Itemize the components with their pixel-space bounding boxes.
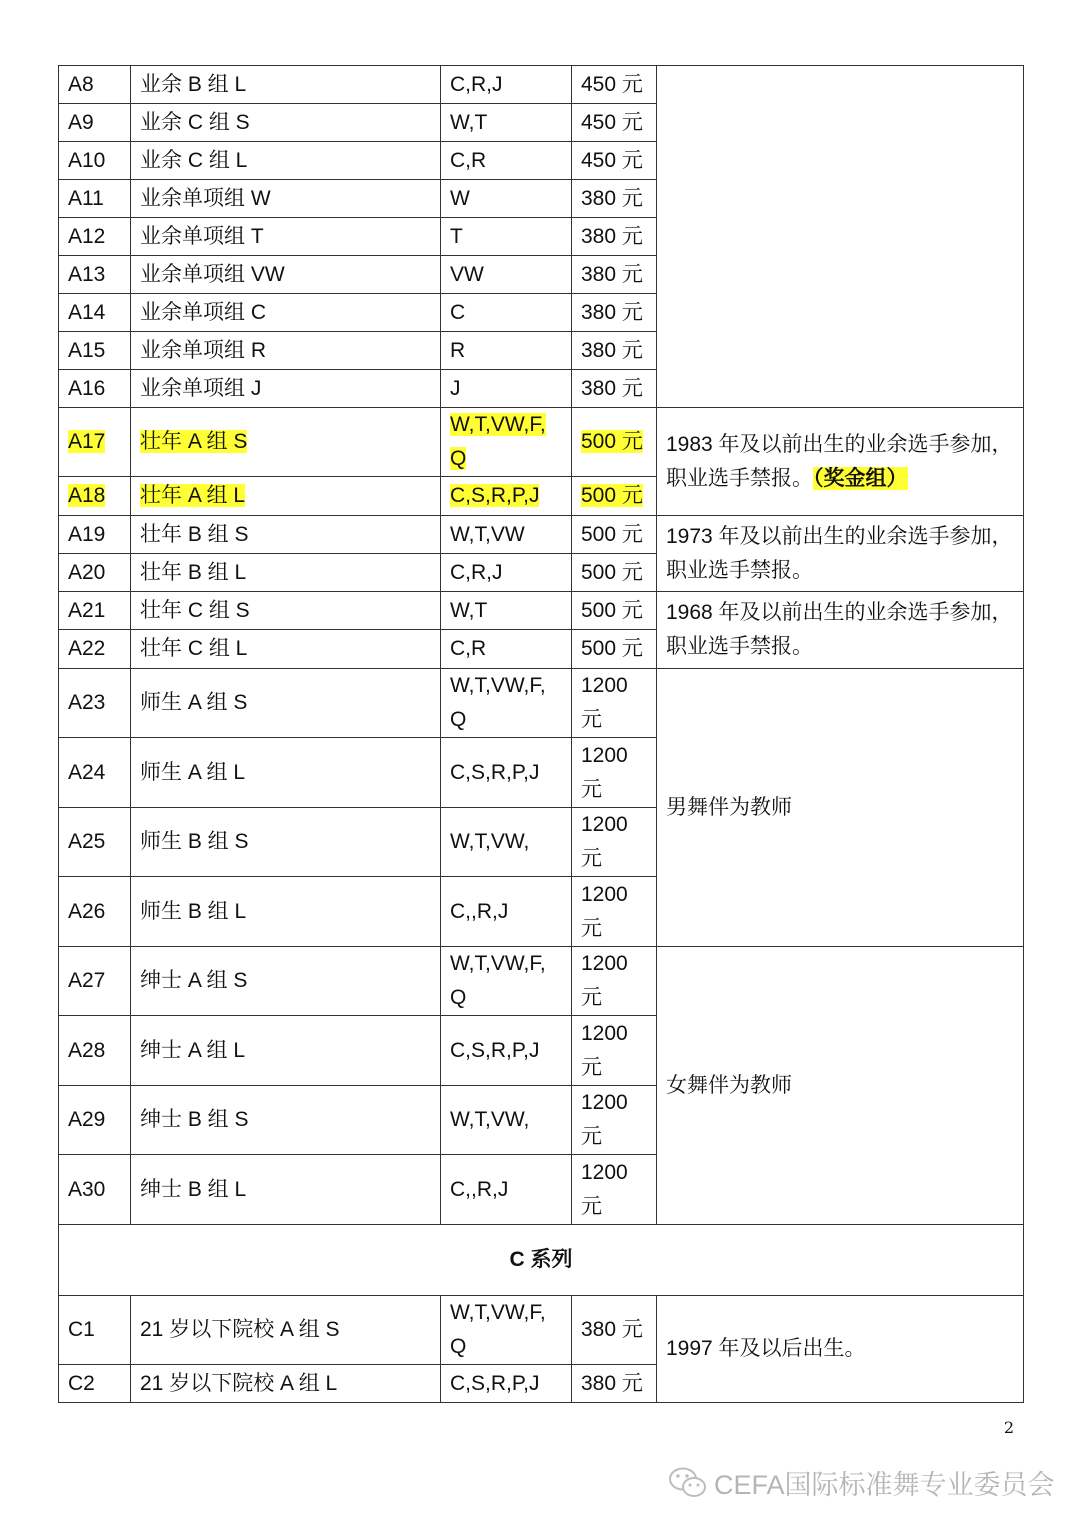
row-code: A21 <box>59 592 131 630</box>
row-fee: 380 元 <box>572 370 657 408</box>
row-dances: C,,R,J <box>441 1155 572 1225</box>
highlighted-name: 壮年 A 组 S <box>140 430 248 453</box>
row-dances <box>441 477 572 516</box>
bonus-label: （奖金组） <box>813 466 908 490</box>
row-name: 绅士 B 组 L <box>131 1155 441 1225</box>
highlighted-code: A18 <box>68 484 106 507</box>
row-code: A11 <box>59 180 131 218</box>
row-dances: W,T,VW,F, Q <box>441 669 572 738</box>
row-code: C2 <box>59 1365 131 1403</box>
row-dances: C,S,R,P,J <box>441 738 572 808</box>
row-name: 业余 C 组 S <box>131 104 441 142</box>
row-dances: C,R,J <box>441 66 572 104</box>
row-code: A27 <box>59 947 131 1016</box>
row-fee: 380 元 <box>572 256 657 294</box>
row-dances: W,T,VW, <box>441 1086 572 1155</box>
row-name: 业余 B 组 L <box>131 66 441 104</box>
row-fee: 380 元 <box>572 332 657 370</box>
table-row <box>59 66 1024 104</box>
row-name: 业余单项组 C <box>131 294 441 332</box>
row-code: A20 <box>59 554 131 592</box>
watermark <box>668 1463 1055 1502</box>
row-name: 业余单项组 R <box>131 332 441 370</box>
row-dances: W,T,VW, <box>441 808 572 877</box>
row-name: 绅士 B 组 S <box>131 1086 441 1155</box>
row-name: 绅士 A 组 S <box>131 947 441 1016</box>
row-code: A23 <box>59 669 131 738</box>
row-code: A9 <box>59 104 131 142</box>
row-fee: 380 元 <box>572 180 657 218</box>
highlighted-dances: C,S,R,P,J <box>450 484 540 507</box>
row-name: 业余单项组 VW <box>131 256 441 294</box>
row-dances <box>441 408 572 477</box>
row-fee: 380 元 <box>572 294 657 332</box>
note-cell-empty <box>657 66 1024 408</box>
row-dances: W <box>441 180 572 218</box>
row-dances: T <box>441 218 572 256</box>
row-code: A24 <box>59 738 131 808</box>
row-dances: W,T,VW,F, Q <box>441 947 572 1016</box>
row-fee: 380 元 <box>572 1365 657 1403</box>
table-row <box>59 1296 1024 1365</box>
series-c-title: C 系列 <box>59 1225 1024 1296</box>
note-cell-teacher-male: 男舞伴为教师 <box>657 669 1024 947</box>
row-fee: 500 元 <box>572 554 657 592</box>
row-name: 业余单项组 J <box>131 370 441 408</box>
note-cell-a19: 1973 年及以前出生的业余选手参加，职业选手禁报。 <box>657 516 1024 592</box>
row-name: 师生 A 组 S <box>131 669 441 738</box>
table-row <box>59 408 1024 477</box>
row-dances: VW <box>441 256 572 294</box>
row-code: A8 <box>59 66 131 104</box>
row-code: A22 <box>59 630 131 669</box>
row-fee: 380 元 <box>572 1296 657 1365</box>
row-fee: 1200 元 <box>572 669 657 738</box>
row-code <box>59 408 131 477</box>
row-name <box>131 408 441 477</box>
row-code: A12 <box>59 218 131 256</box>
row-fee: 500 元 <box>572 592 657 630</box>
row-name: 师生 A 组 L <box>131 738 441 808</box>
row-name <box>131 477 441 516</box>
row-dances: R <box>441 332 572 370</box>
row-fee: 1200 元 <box>572 808 657 877</box>
row-fee: 450 元 <box>572 104 657 142</box>
row-fee: 500 元 <box>572 516 657 554</box>
note-cell-c: 1997 年及以后出生。 <box>657 1296 1024 1403</box>
row-fee: 1200 元 <box>572 738 657 808</box>
row-name: 师生 B 组 L <box>131 877 441 947</box>
row-fee: 450 元 <box>572 66 657 104</box>
note-text: 1983 年及以前出生的业余选手参加，职业选手禁报。 <box>666 432 1013 490</box>
note-cell-a21: 1968 年及以前出生的业余选手参加，职业选手禁报。 <box>657 592 1024 669</box>
row-name: 绅士 A 组 L <box>131 1016 441 1086</box>
row-code: A14 <box>59 294 131 332</box>
row-code: A29 <box>59 1086 131 1155</box>
row-fee: 1200 元 <box>572 1086 657 1155</box>
row-fee: 1200 元 <box>572 877 657 947</box>
row-name: 师生 B 组 S <box>131 808 441 877</box>
row-fee: 1200 元 <box>572 1016 657 1086</box>
row-fee: 1200 元 <box>572 947 657 1016</box>
row-code: A16 <box>59 370 131 408</box>
row-fee: 380 元 <box>572 218 657 256</box>
row-code: A28 <box>59 1016 131 1086</box>
row-code: C1 <box>59 1296 131 1365</box>
registration-table <box>58 65 1024 1403</box>
row-code: A30 <box>59 1155 131 1225</box>
series-header-row <box>59 1225 1024 1296</box>
row-fee: 500 元 <box>572 630 657 669</box>
row-dances: W,T <box>441 104 572 142</box>
row-name: 壮年 B 组 S <box>131 516 441 554</box>
row-fee <box>572 408 657 477</box>
row-name: 业余单项组 T <box>131 218 441 256</box>
row-fee: 1200 元 <box>572 1155 657 1225</box>
row-code: A15 <box>59 332 131 370</box>
table-row <box>59 669 1024 738</box>
row-dances: J <box>441 370 572 408</box>
row-dances: C,R <box>441 630 572 669</box>
row-dances: C,S,R,P,J <box>441 1016 572 1086</box>
row-name: 壮年 B 组 L <box>131 554 441 592</box>
highlighted-fee: 500 元 <box>581 484 643 507</box>
note-cell-a17 <box>657 408 1024 516</box>
row-fee <box>572 477 657 516</box>
row-name: 21 岁以下院校 A 组 S <box>131 1296 441 1365</box>
row-dances: C,S,R,P,J <box>441 1365 572 1403</box>
row-dances: C,R <box>441 142 572 180</box>
highlighted-name: 壮年 A 组 L <box>140 484 246 507</box>
row-code: A26 <box>59 877 131 947</box>
note-cell-teacher-female: 女舞伴为教师 <box>657 947 1024 1225</box>
row-name: 业余 C 组 L <box>131 142 441 180</box>
table-row <box>59 947 1024 1016</box>
table-row <box>59 516 1024 554</box>
row-name: 21 岁以下院校 A 组 L <box>131 1365 441 1403</box>
row-code: A13 <box>59 256 131 294</box>
row-code: A19 <box>59 516 131 554</box>
highlighted-fee: 500 元 <box>581 430 643 453</box>
row-dances: C,,R,J <box>441 877 572 947</box>
row-dances: W,T,VW,F, Q <box>441 1296 572 1365</box>
wechat-icon <box>668 1466 708 1500</box>
row-name: 壮年 C 组 S <box>131 592 441 630</box>
row-code: A10 <box>59 142 131 180</box>
watermark-text: CEFA国际标准舞专业委员会 <box>714 1470 1055 1500</box>
row-name: 业余单项组 W <box>131 180 441 218</box>
highlighted-dances: W,T,VW,F, Q <box>450 413 546 470</box>
highlighted-code: A17 <box>68 430 106 453</box>
row-dances: W,T <box>441 592 572 630</box>
page-number: 2 <box>1003 1418 1014 1437</box>
row-dances: C,R,J <box>441 554 572 592</box>
row-fee: 450 元 <box>572 142 657 180</box>
row-code: A25 <box>59 808 131 877</box>
row-dances: W,T,VW <box>441 516 572 554</box>
row-code <box>59 477 131 516</box>
row-name: 壮年 C 组 L <box>131 630 441 669</box>
table-row <box>59 592 1024 630</box>
row-dances: C <box>441 294 572 332</box>
